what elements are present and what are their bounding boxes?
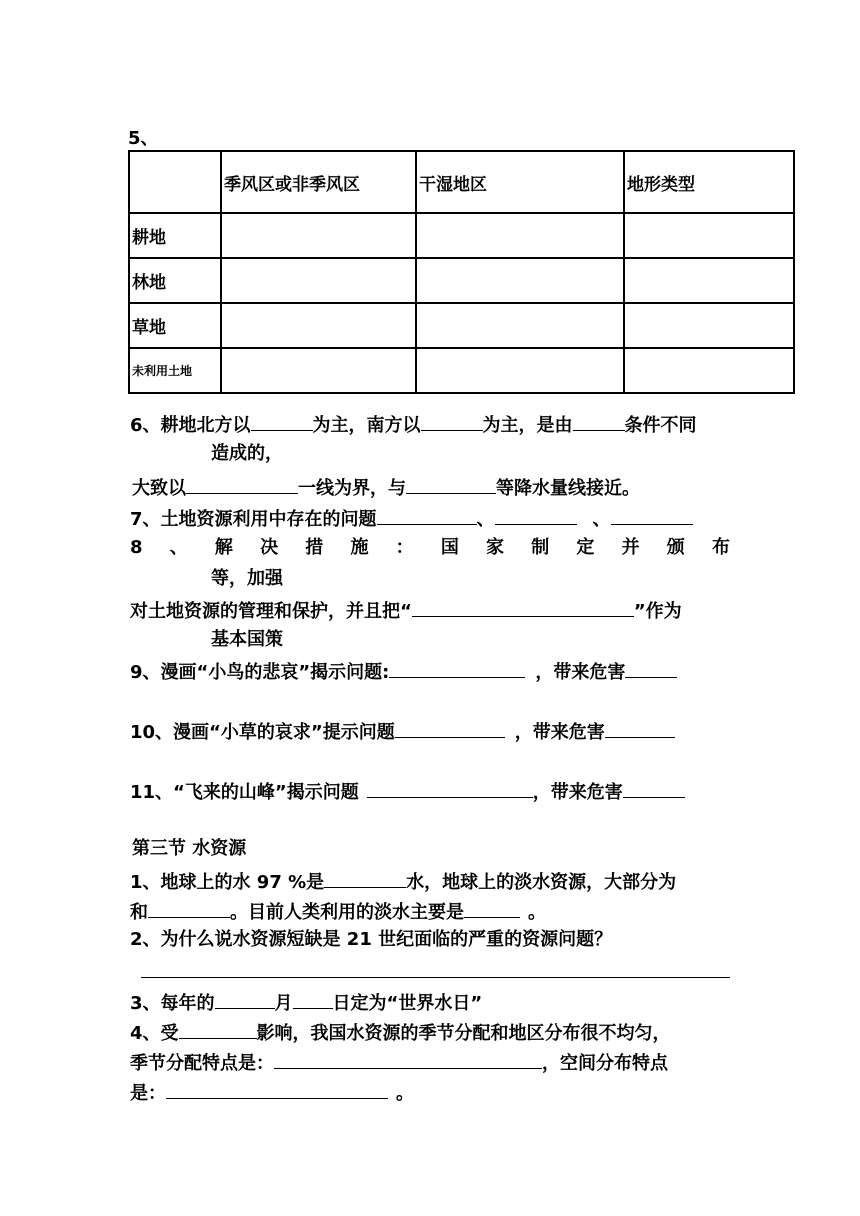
w1-line2: 和 。目前人类利用的淡水主要是 。 — [130, 899, 546, 924]
answer-cell[interactable] — [624, 348, 794, 393]
answer-blank[interactable] — [389, 659, 525, 678]
land-use-table — [128, 150, 795, 394]
q6-line2: 造成的， — [211, 443, 283, 464]
table-row — [129, 348, 794, 393]
table-header-cell — [129, 151, 221, 213]
w3-line: 3、每年的 月 日定为“世界水日” — [130, 990, 482, 1015]
q7-line: 7、土地资源利用中存在的问题 、 、 — [130, 506, 693, 531]
answer-cell[interactable] — [416, 258, 624, 303]
row-label: 林地 — [129, 258, 221, 303]
table-header-cell: 干湿地区 — [416, 151, 624, 213]
q8-line2: 等，加强 — [211, 568, 283, 589]
q6-line1: 6、耕地北方以 为主，南方以 为主，是由 条件不同 — [130, 412, 697, 437]
table-header-cell: 地形类型 — [624, 151, 794, 213]
answer-cell[interactable] — [624, 303, 794, 348]
answer-cell[interactable] — [221, 213, 416, 258]
answer-blank[interactable] — [377, 506, 477, 525]
table-row — [129, 303, 794, 348]
q10-line: 10、漫画“小草的哀求”提示问题 ，带来危害 — [130, 719, 675, 744]
answer-blank[interactable] — [605, 719, 675, 738]
answer-blank[interactable] — [274, 1050, 542, 1069]
answer-blank[interactable] — [421, 412, 483, 431]
answer-blank[interactable] — [412, 598, 634, 617]
q6-line3: 大致以 一线为界，与 等降水量线接近。 — [132, 475, 640, 500]
table-row — [129, 213, 794, 258]
answer-cell[interactable] — [416, 213, 624, 258]
answer-blank[interactable] — [215, 990, 275, 1009]
answer-cell[interactable] — [221, 258, 416, 303]
answer-line[interactable] — [141, 977, 730, 978]
row-label: 未利用土地 — [129, 348, 221, 393]
section-title: 第三节 水资源 — [132, 838, 247, 859]
q9-line: 9、漫画“小鸟的悲哀”揭示问题: ，带来危害 — [130, 659, 677, 684]
answer-cell[interactable] — [624, 258, 794, 303]
row-label: 耕地 — [129, 213, 221, 258]
q5-number: 5、 — [128, 128, 159, 149]
table-header-cell: 季风区或非季风区 — [221, 151, 416, 213]
answer-blank[interactable] — [186, 475, 298, 494]
table-header-row — [129, 151, 794, 213]
w4-line3: 是： 。 — [130, 1080, 414, 1105]
answer-blank[interactable] — [166, 1080, 388, 1099]
w4-line1: 4、受 影响，我国水资源的季节分配和地区分布很不均匀， — [130, 1020, 671, 1045]
answer-cell[interactable] — [416, 348, 624, 393]
answer-cell[interactable] — [416, 303, 624, 348]
answer-blank[interactable] — [625, 659, 677, 678]
q8-line3: 对土地资源的管理和保护，并且把“ ”作为 — [130, 598, 682, 623]
answer-blank[interactable] — [293, 990, 333, 1009]
table-row — [129, 258, 794, 303]
row-label: 草地 — [129, 303, 221, 348]
answer-blank[interactable] — [573, 412, 625, 431]
q8-line1: 8 、 解 决 措 施 ： 国 家 制 定 并 颁 布 — [130, 537, 730, 558]
answer-blank[interactable] — [324, 869, 406, 888]
answer-blank[interactable] — [179, 1020, 257, 1039]
w2-line: 2、为什么说水资源短缺是 21 世纪面临的严重的资源问题？ — [130, 929, 613, 950]
answer-blank[interactable] — [611, 506, 693, 525]
w4-line2: 季节分配特点是： ，空间分布特点 — [130, 1050, 668, 1075]
q8-line4: 基本国策 — [211, 629, 283, 650]
answer-blank[interactable] — [367, 779, 533, 798]
answer-blank[interactable] — [406, 475, 496, 494]
answer-blank[interactable] — [395, 719, 505, 738]
answer-blank[interactable] — [464, 899, 520, 918]
answer-cell[interactable] — [624, 213, 794, 258]
answer-blank[interactable] — [251, 412, 313, 431]
w1-line1: 1、地球上的水 97 %是 水，地球上的淡水资源，大部分为 — [130, 869, 676, 894]
answer-blank[interactable] — [148, 899, 230, 918]
answer-cell[interactable] — [221, 303, 416, 348]
q11-line: 11、“飞来的山峰”揭示问题 ，带来危害 — [130, 779, 685, 804]
answer-blank[interactable] — [623, 779, 685, 798]
answer-cell[interactable] — [221, 348, 416, 393]
answer-blank[interactable] — [495, 506, 577, 525]
